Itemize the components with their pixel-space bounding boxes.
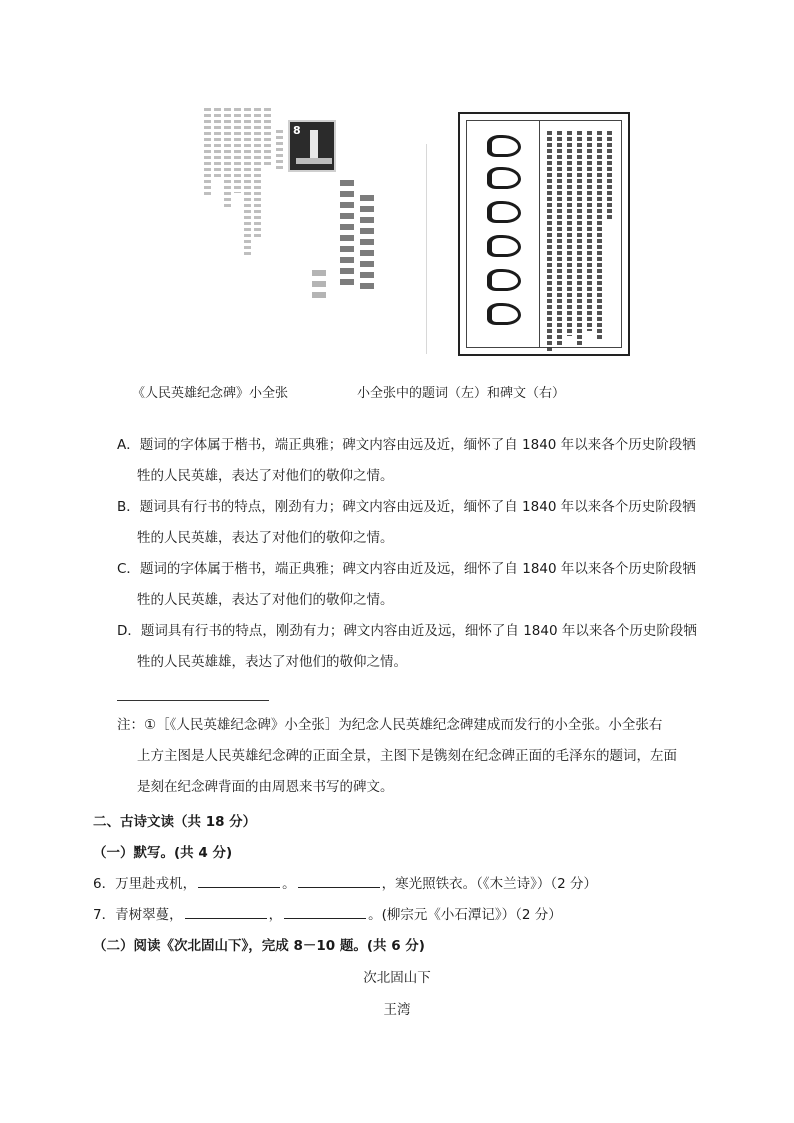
option-d[interactable]: D．题词具有行书的特点，刚劲有力；碑文内容由近及远，细怀了自 1840 年以来各个历史阶段牺 牲的人民英雄雄，表达了对他们的敬仰之情。 bbox=[117, 623, 697, 670]
option-a[interactable]: A．题词的字体属于楷书，端正典雅；碑文内容由远及近，缅怀了自 1840 年以来各个历史阶段牺 牲的人民英雄，表达了对他们的敬仰之情。 bbox=[117, 437, 696, 484]
stele-inscription-image bbox=[458, 112, 630, 356]
caption-right: 小全张中的题词（左）和碑文（右） bbox=[357, 386, 566, 401]
calligraphy-inscription bbox=[479, 131, 529, 341]
answer-blank[interactable] bbox=[284, 904, 366, 919]
stamp-figure bbox=[200, 100, 640, 360]
footnote: 注：①［《人民英雄纪念碑》小全张］为纪念人民英雄纪念碑建成而发行的小全张。小全张右 上方主图是人民英雄纪念碑的正面全景，主图下是镌刻在纪念碑正面的毛泽东的题词，左面 是刻在纪念碑背面的由周恩来书写的碑文。 bbox=[117, 717, 677, 795]
stamp-number: 8 bbox=[293, 124, 301, 137]
answer-options bbox=[117, 430, 717, 678]
subsection-reading: （二）阅读《次北固山下》，完成 8－10 题。(共 6 分) bbox=[93, 938, 425, 954]
stamp-sheet-image bbox=[200, 100, 418, 300]
option-b[interactable]: B．题词具有行书的特点，刚劲有力；碑文内容由远及近，缅怀了自 1840 年以来各个历史阶段牺 牲的人民英雄，表达了对他们的敬仰之情。 bbox=[117, 499, 696, 546]
footnote-rule bbox=[117, 700, 269, 701]
subsection-dictation: （一）默写。(共 4 分) bbox=[93, 845, 233, 861]
stamp bbox=[288, 120, 336, 172]
section-title: 二、古诗文读（共 18 分） bbox=[93, 814, 257, 830]
answer-blank[interactable] bbox=[185, 904, 267, 919]
poem-author: 王湾 bbox=[383, 1002, 411, 1018]
poem-title: 次北固山下 bbox=[363, 970, 431, 986]
caption-left: 《人民英雄纪念碑》小全张 bbox=[132, 386, 289, 401]
question-6: 6．万里赴戎机， 。 ，寒光照铁衣。（《木兰诗》）（2 分） bbox=[93, 872, 597, 892]
question-7: 7．青树翠蔓， ， 。(柳宗元《小石潭记》）（2 分） bbox=[93, 903, 562, 923]
option-c[interactable]: C．题词的字体属于楷书，端正典雅；碑文内容由近及远，细怀了自 1840 年以来各个历史阶段牺 牲的人民英雄，表达了对他们的敬仰之情。 bbox=[117, 561, 696, 608]
answer-blank[interactable] bbox=[198, 873, 280, 888]
answer-blank[interactable] bbox=[298, 873, 380, 888]
